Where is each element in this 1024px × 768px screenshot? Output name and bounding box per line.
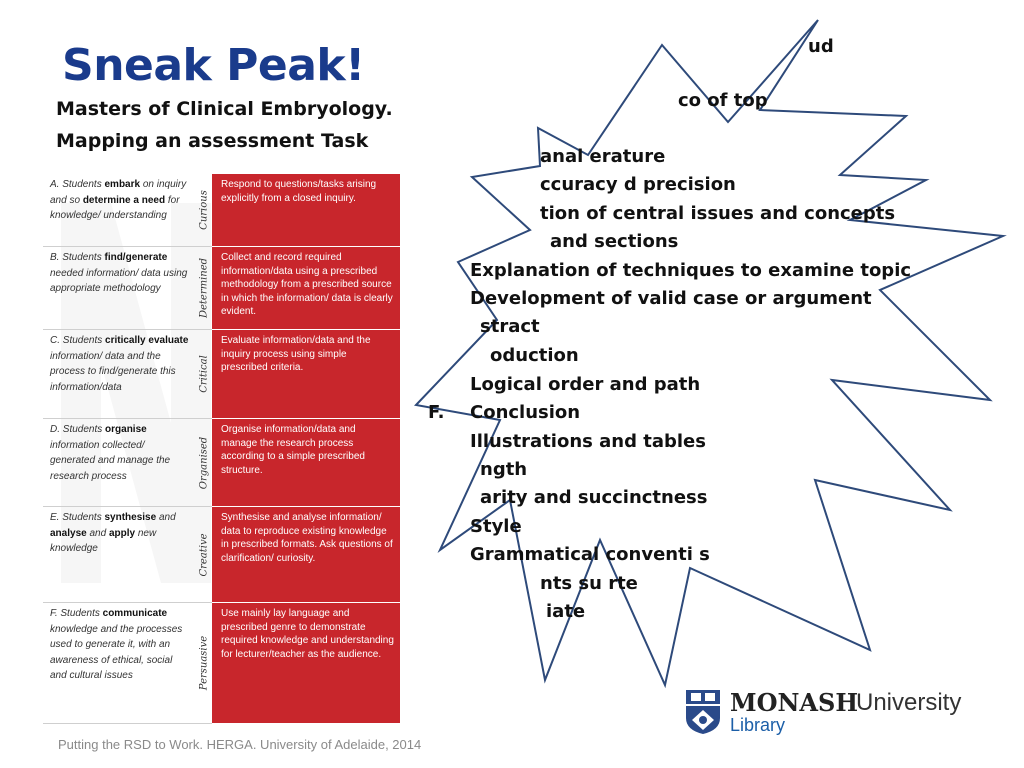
rsd-facet-label	[195, 419, 212, 506]
starburst-line: anal erature	[540, 146, 666, 167]
rsd-facet-label-text: Determined	[198, 257, 209, 319]
rsd-facet-label-text: Curious	[198, 190, 209, 230]
monash-university-library-logo	[684, 688, 974, 738]
rsd-facet-label	[195, 174, 212, 246]
starburst-line: Explanation of techniques to examine topic	[470, 260, 912, 281]
starburst-line: tion of central issues and concepts	[540, 203, 896, 224]
rsd-row-left	[43, 330, 212, 419]
rsd-text: A. Students	[50, 179, 105, 190]
rsd-row-left	[43, 419, 212, 507]
rsd-text: information/ data and the process to find/generate this information/data	[50, 350, 176, 393]
rsd-text: D. Students	[50, 424, 106, 435]
rsd-keyword: embark	[104, 179, 141, 190]
slide-subtitle-line-2: Mapping an assessment Task	[56, 130, 369, 152]
rsd-facet-label-text: Creative	[198, 532, 209, 577]
rsd-text: on inquiry and so	[50, 179, 187, 206]
rsd-text: E. Students	[50, 512, 105, 523]
starburst-line: iate	[546, 601, 586, 622]
rsd-level-descriptor: Respond to questions/tasks arising explicitly from a closed inquiry.	[212, 174, 400, 247]
rsd-row	[43, 507, 400, 603]
starburst-line: and sections	[550, 231, 679, 252]
university-word: University	[856, 689, 962, 716]
rsd-keyword: determine a need	[82, 194, 166, 206]
rsd-facet-label	[195, 603, 212, 723]
rsd-keyword: organise	[105, 424, 147, 435]
starburst-line: arity and succinctness	[480, 487, 708, 508]
rsd-text: B. Students	[50, 252, 105, 263]
rsd-student-description	[43, 174, 195, 246]
rsd-text: F. Students	[50, 608, 103, 619]
rsd-text: needed information/ data using appropriate methodology	[50, 267, 188, 295]
starburst-line: ud	[808, 36, 834, 57]
rsd-keyword: find/generate	[104, 252, 168, 263]
starburst-line: stract	[480, 316, 540, 337]
slide-title: Sneak Peak!	[62, 40, 365, 91]
rsd-text: and	[156, 512, 176, 523]
starburst-line: ngth	[480, 459, 528, 480]
rsd-row-left	[43, 174, 212, 247]
monash-brand-name: MONASH	[730, 688, 859, 717]
starburst-line: Development of valid case or argument	[470, 288, 872, 309]
library-word: Library	[730, 715, 786, 735]
starburst-line: Conclusion	[470, 402, 581, 423]
rsd-row	[43, 330, 400, 419]
slide-subtitle-line-1: Masters of Clinical Embryology.	[56, 98, 393, 120]
rsd-row	[43, 247, 400, 330]
rsd-keyword: apply	[108, 527, 136, 539]
rsd-keyword: critically evaluate	[105, 335, 189, 346]
starburst-line: Grammatical conventi s	[470, 544, 710, 565]
starburst-line: oduction	[490, 345, 579, 366]
rsd-keyword: communicate	[102, 608, 168, 619]
rsd-row	[43, 603, 400, 724]
rsd-facet-label-text: Organised	[198, 436, 209, 489]
rsd-facet-label-text: Critical	[198, 355, 209, 393]
starburst-line: F.	[428, 402, 445, 423]
rsd-framework-table	[43, 163, 400, 724]
rsd-facet-label-text: Persuasive	[198, 635, 209, 691]
rsd-student-description	[43, 507, 195, 602]
starburst-line: co of top	[678, 90, 768, 111]
rsd-row-left	[43, 247, 212, 330]
rsd-level-descriptor: Use mainly lay language and prescribed genre to demonstrate required knowledge and understanding for lecturer/teacher as the audience.	[212, 603, 400, 724]
rsd-text: C. Students	[50, 335, 106, 346]
rsd-facet-label	[195, 507, 212, 602]
rsd-row	[43, 419, 400, 507]
rsd-level-descriptor: Synthesise and analyse information/ data to reproduce existing knowledge in prescribed formats. Ask questions of clarification/ curiosity.	[212, 507, 400, 603]
monash-crest-icon	[684, 690, 722, 734]
rsd-level-descriptor: Evaluate information/data and the inquiry process using simple prescribed criteria.	[212, 330, 400, 419]
starburst-line: Logical order and path	[470, 374, 701, 395]
rsd-row-left	[43, 603, 212, 724]
rsd-student-description	[43, 247, 195, 329]
rsd-student-description	[43, 330, 195, 418]
rsd-level-descriptor: Organise information/data and manage the research process according to a simple prescribed structure.	[212, 419, 400, 507]
rsd-text: for knowledge/ understanding	[50, 194, 180, 222]
rsd-facet-label	[195, 330, 212, 418]
rsd-facet-label	[195, 247, 212, 329]
rsd-keyword: synthesise	[104, 512, 157, 523]
rsd-text: and	[86, 527, 109, 539]
rsd-row	[43, 174, 400, 247]
rsd-keyword: analyse	[50, 527, 87, 539]
rsd-row-left	[43, 507, 212, 603]
rsd-text: information collected/ generated and manage the research process	[50, 439, 171, 482]
starburst-line: Style	[470, 516, 522, 537]
starburst-line: nts su rte	[540, 573, 638, 594]
rsd-text: knowledge and the processes used to generate it, with an awareness of ethical, social and cultural issues	[50, 623, 183, 682]
rsd-student-description	[43, 419, 195, 506]
starburst-line: ccuracy d precision	[540, 174, 736, 195]
rsd-text: new knowledge	[50, 527, 157, 555]
slide-footer: Putting the RSD to Work. HERGA. University of Adelaide, 2014	[58, 737, 422, 752]
rsd-student-description	[43, 603, 195, 723]
starburst-line: Illustrations and tables	[470, 431, 706, 452]
rsd-level-descriptor: Collect and record required information/data using a prescribed methodology from a prescribed source in which the information/ data is clearly evident.	[212, 247, 400, 330]
